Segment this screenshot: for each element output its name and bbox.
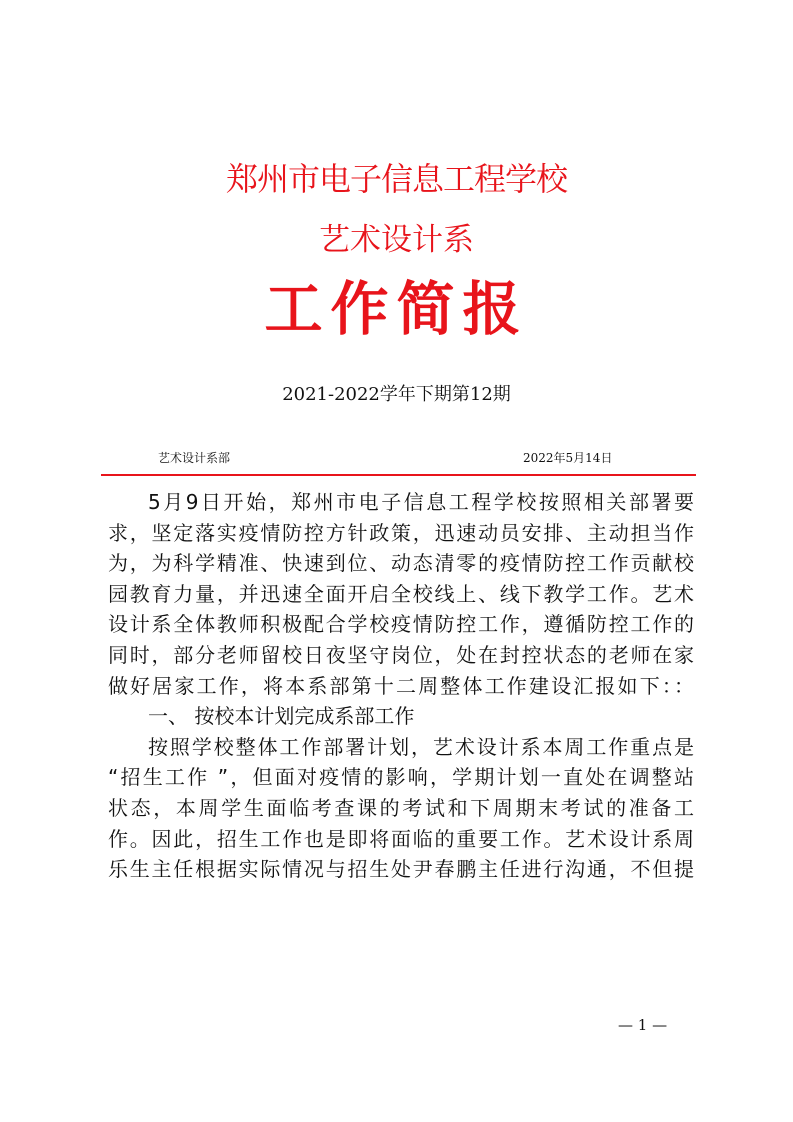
body-line: 状态，本周学生面临考查课的考试和下周期末考试的准备工 (108, 795, 694, 820)
body-line: 园教育力量，并迅速全面开启全校线上、线下教学工作。艺术 (108, 581, 694, 606)
bulletin-title: 工作简报 (264, 275, 529, 343)
body-line: 乐生主任根据实际情况与招生处尹春鹏主任进行沟通，不但提 (108, 857, 694, 882)
body-line: 按照学校整体工作部署计划，艺术设计系本周工作重点是 (148, 734, 694, 759)
red-divider (101, 474, 696, 476)
section-heading: 一、 按校本计划完成系部工作 (148, 704, 415, 729)
body-line: 设计系全体教师积极配合学校疫情防控工作，遵循防控工作的 (108, 612, 694, 637)
issue-number: 2021-2022学年下期第12期 (282, 384, 511, 405)
school-name: 郑州市电子信息工程学校 (225, 160, 567, 198)
body-line: 5月9日开始，郑州市电子信息工程学校按照相关部署要 (148, 490, 694, 514)
body-line: 做好居家工作，将本系部第十二周整体工作建设汇报如下：： (108, 673, 694, 698)
page-number: — 1 — (618, 1016, 668, 1034)
body-text (108, 487, 694, 885)
department-name: 艺术设计系 (319, 222, 474, 258)
body-line: 作。因此，招生工作也是即将面临的重要工作。艺术设计系周 (108, 826, 694, 851)
body-line: 同时，部分老师留校日夜坚守岗位，处在封控状态的老师在家 (108, 642, 694, 667)
body-line: 为，为科学精准、快速到位、动态清零的疫情防控工作贡献校 (108, 551, 694, 576)
issue-date: 2022年5月14日 (523, 451, 613, 465)
body-line: 求，坚定落实疫情防控方针政策，迅速动员安排、主动担当作 (108, 520, 694, 545)
issuer: 艺术设计系部 (158, 451, 231, 465)
body-line: “招生工作 ”，但面对疫情的影响，学期计划一直处在调整站 (108, 765, 694, 790)
